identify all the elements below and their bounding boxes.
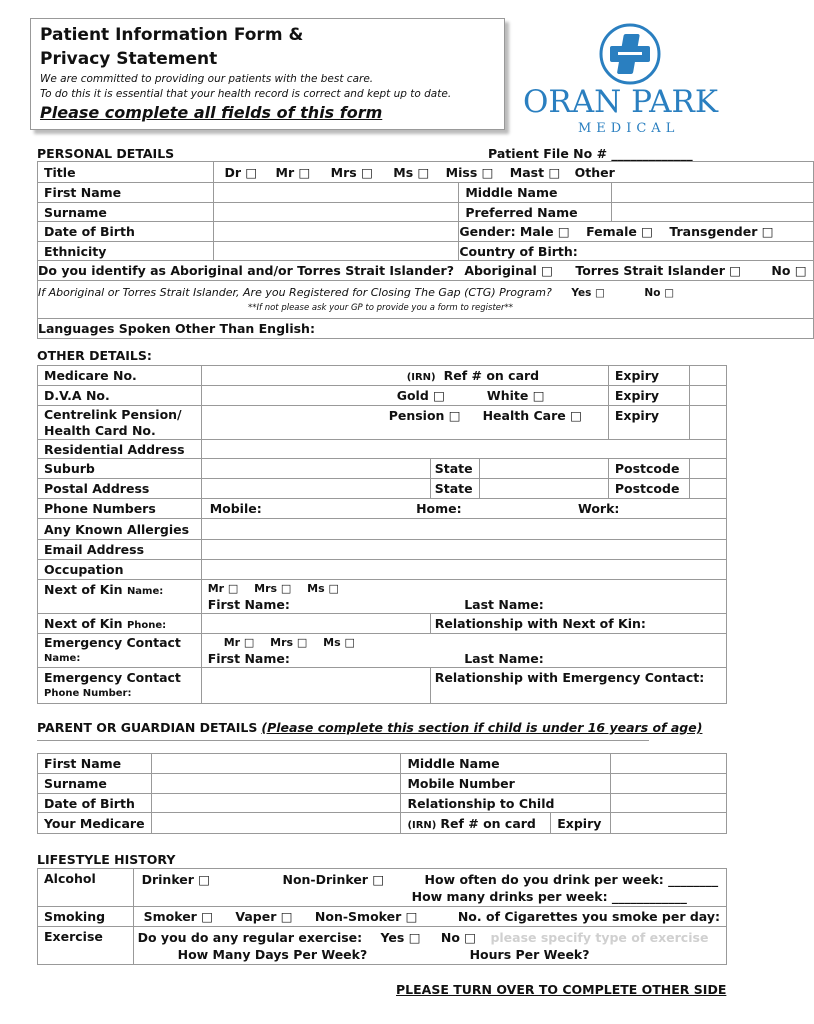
gender-options[interactable] bbox=[459, 222, 813, 242]
title-options[interactable] bbox=[214, 162, 813, 183]
exercise-no[interactable]: No □ bbox=[440, 929, 477, 945]
other-details-heading: OTHER DETAILS: bbox=[37, 348, 152, 363]
medicare-expiry-field[interactable] bbox=[690, 366, 727, 386]
parent-relationship-label: Relationship to Child bbox=[401, 794, 611, 813]
form-header bbox=[30, 18, 505, 130]
medicare-expiry-label: Expiry bbox=[608, 366, 690, 386]
nok-last-name-label: Last Name: bbox=[464, 596, 544, 612]
exercise-field[interactable] bbox=[133, 927, 726, 965]
residential-address-field[interactable] bbox=[201, 440, 726, 459]
parent-guardian-heading: PARENT OR GUARDIAN DETAILS (Please complete this section if child is under 16 years of age) bbox=[37, 720, 703, 735]
postal-state-label: State bbox=[430, 479, 479, 499]
ec-title-mrs[interactable]: Mrs □ bbox=[270, 635, 308, 649]
parent-guardian-note: (Please complete this section if child is under 16 years of age) bbox=[261, 720, 703, 735]
ec-last-name-label: Last Name: bbox=[464, 650, 544, 666]
centrelink-health-care[interactable]: Health Care □ bbox=[482, 408, 582, 423]
aboriginal-question: Do you identify as Aboriginal and/or Torres Strait Islander? bbox=[38, 263, 454, 278]
ec-title-mr[interactable]: Mr □ bbox=[223, 635, 255, 649]
ctg-row bbox=[38, 281, 814, 319]
parent-guardian-table bbox=[37, 753, 727, 834]
parent-medicare-label: Your Medicare bbox=[38, 813, 152, 834]
nok-phone-field[interactable] bbox=[201, 614, 430, 634]
nok-title-mr[interactable]: Mr □ bbox=[207, 581, 239, 595]
cross-logo-icon bbox=[598, 22, 662, 86]
centrelink-expiry-label: Expiry bbox=[608, 406, 690, 440]
aboriginal-question-row bbox=[38, 261, 814, 281]
ethnicity-field[interactable] bbox=[214, 242, 459, 261]
aboriginal-option[interactable]: Aboriginal □ bbox=[464, 263, 553, 278]
commitment-line2: To do this it is essential that your health record is correct and kept up to date. bbox=[40, 88, 452, 100]
hours-per-week-label[interactable]: Hours Per Week? bbox=[469, 946, 590, 962]
surname-field[interactable] bbox=[214, 203, 459, 222]
parent-dob-label: Date of Birth bbox=[38, 794, 152, 813]
title-mr[interactable]: Mr □ bbox=[275, 164, 311, 180]
non-drinker-option[interactable]: Non-Drinker □ bbox=[282, 871, 385, 887]
first-name-label: First Name bbox=[38, 183, 214, 203]
parent-expiry-label: Expiry bbox=[551, 813, 611, 834]
exercise-label: Exercise bbox=[38, 927, 134, 965]
parent-first-name-label: First Name bbox=[38, 754, 152, 774]
irn-label: (IRN) bbox=[406, 372, 436, 383]
parent-dob-field[interactable] bbox=[151, 794, 401, 813]
ref-on-card-label: Ref # on card bbox=[443, 368, 540, 383]
emergency-contact-phone-label: Emergency Contact Phone Number: bbox=[38, 668, 202, 704]
gender-female[interactable]: Female □ bbox=[586, 224, 653, 239]
parent-mobile-field[interactable] bbox=[611, 774, 727, 794]
middle-name-label: Middle Name bbox=[459, 183, 612, 203]
preferred-name-label: Preferred Name bbox=[459, 203, 612, 222]
centrelink-expiry-field[interactable] bbox=[690, 406, 727, 440]
postal-postcode-label: Postcode bbox=[608, 479, 690, 499]
centrelink-pension[interactable]: Pension □ bbox=[388, 408, 461, 423]
nok-name-label: Next of Kin Name: bbox=[38, 580, 202, 614]
please-complete-notice: Please complete all fields of this form bbox=[40, 103, 383, 122]
phone-numbers-field[interactable] bbox=[201, 499, 726, 519]
alcohol-label: Alcohol bbox=[38, 869, 134, 907]
ethnicity-label: Ethnicity bbox=[38, 242, 214, 261]
first-name-field[interactable] bbox=[214, 183, 459, 203]
commitment-line1: We are committed to providing our patients with the best care. bbox=[40, 73, 374, 85]
lifestyle-table bbox=[37, 868, 727, 965]
logo-name: ORAN PARK bbox=[523, 84, 719, 120]
nok-title-ms[interactable]: Ms □ bbox=[307, 581, 339, 595]
smoking-field[interactable] bbox=[133, 907, 726, 927]
ec-first-name-label: First Name: bbox=[207, 650, 290, 666]
medicare-label: Medicare No. bbox=[38, 366, 202, 386]
nok-relationship-label[interactable]: Relationship with Next of Kin: bbox=[430, 614, 726, 634]
parent-relationship-field[interactable] bbox=[611, 794, 727, 813]
emergency-contact-name-field[interactable] bbox=[201, 634, 726, 668]
personal-details-table bbox=[37, 161, 814, 339]
occupation-label: Occupation bbox=[38, 560, 202, 580]
alcohol-field[interactable] bbox=[133, 869, 726, 907]
dva-expiry-label: Expiry bbox=[608, 386, 690, 406]
dva-gold[interactable]: Gold □ bbox=[396, 388, 445, 403]
suburb-state-field[interactable] bbox=[479, 459, 608, 479]
other-details-table bbox=[37, 365, 727, 704]
suburb-postcode-label: Postcode bbox=[608, 459, 690, 479]
parent-expiry-field[interactable] bbox=[611, 813, 727, 834]
drinks-per-week-label[interactable]: How many drinks per week: ____________ bbox=[411, 888, 687, 904]
parent-middle-name-label: Middle Name bbox=[401, 754, 611, 774]
gp-note: **If not please ask your GP to provide you a form to register** bbox=[248, 303, 514, 313]
nok-first-name-label: First Name: bbox=[207, 596, 290, 612]
form-title-line2: Privacy Statement bbox=[40, 49, 218, 69]
nok-title-mrs[interactable]: Mrs □ bbox=[254, 581, 292, 595]
form-title-line1: Patient Information Form & bbox=[40, 25, 304, 45]
suburb-postcode-field[interactable] bbox=[690, 459, 727, 479]
allergies-field[interactable] bbox=[201, 519, 726, 540]
parent-ref-cell[interactable] bbox=[401, 813, 551, 834]
mobile-label: Mobile: bbox=[209, 501, 262, 516]
parent-heading-rule bbox=[37, 740, 649, 741]
exercise-yes[interactable]: Yes □ bbox=[380, 929, 421, 945]
parent-surname-label: Surname bbox=[38, 774, 152, 794]
gender-male[interactable]: Gender: Male □ bbox=[459, 224, 570, 239]
cigarettes-per-day-label[interactable]: No. of Cigarettes you smoke per day: bbox=[457, 909, 720, 924]
parent-first-name-field[interactable] bbox=[151, 754, 401, 774]
dva-white[interactable]: White □ bbox=[486, 388, 545, 403]
centrelink-field[interactable] bbox=[201, 406, 608, 440]
occupation-field[interactable] bbox=[201, 560, 726, 580]
parent-ref-label: Ref # on card bbox=[440, 815, 536, 831]
title-dr[interactable]: Dr □ bbox=[224, 164, 258, 180]
surname-label: Surname bbox=[38, 203, 214, 222]
allergies-label: Any Known Allergies bbox=[38, 519, 202, 540]
logo-subtitle: MEDICAL bbox=[578, 121, 680, 136]
exercise-question: Do you do any regular exercise: bbox=[137, 929, 363, 945]
parent-irn-label: (IRN) bbox=[407, 819, 437, 831]
non-smoker-option[interactable]: Non-Smoker □ bbox=[314, 909, 418, 924]
title-ms[interactable]: Ms □ bbox=[393, 164, 430, 180]
title-miss[interactable]: Miss □ bbox=[445, 164, 494, 180]
preferred-name-field[interactable] bbox=[612, 203, 813, 222]
tsi-option[interactable]: Torres Strait Islander □ bbox=[575, 263, 742, 278]
work-label: Work: bbox=[578, 501, 620, 516]
languages-label[interactable]: Languages Spoken Other Than English: bbox=[38, 319, 814, 339]
middle-name-field[interactable] bbox=[612, 183, 813, 203]
title-label: Title bbox=[38, 162, 214, 183]
drinker-option[interactable]: Drinker □ bbox=[141, 871, 211, 887]
title-other[interactable]: Other bbox=[574, 164, 615, 180]
medicare-field[interactable] bbox=[201, 366, 608, 386]
lifestyle-heading: LIFESTYLE HISTORY bbox=[37, 852, 176, 867]
personal-details-heading: PERSONAL DETAILS bbox=[37, 146, 175, 161]
suburb-label: Suburb bbox=[38, 459, 202, 479]
smoking-label: Smoking bbox=[38, 907, 134, 927]
dob-field[interactable] bbox=[214, 222, 459, 242]
parent-medicare-field[interactable] bbox=[151, 813, 401, 834]
ctg-no[interactable]: No □ bbox=[644, 287, 674, 299]
ec-title-ms[interactable]: Ms □ bbox=[323, 635, 355, 649]
patient-file-no[interactable]: Patient File No # _____________ bbox=[488, 146, 693, 161]
nok-phone-label: Next of Kin Phone: bbox=[38, 614, 202, 634]
gender-transgender[interactable]: Transgender □ bbox=[669, 224, 774, 239]
postal-state-field[interactable] bbox=[479, 479, 608, 499]
emergency-contact-phone-field[interactable] bbox=[201, 668, 430, 704]
email-field[interactable] bbox=[201, 540, 726, 560]
phone-numbers-label: Phone Numbers bbox=[38, 499, 202, 519]
nok-name-field[interactable] bbox=[201, 580, 726, 614]
parent-middle-name-field[interactable] bbox=[611, 754, 727, 774]
parent-mobile-label: Mobile Number bbox=[401, 774, 611, 794]
email-label: Email Address bbox=[38, 540, 202, 560]
ctg-question: If Aboriginal or Torres Strait Islander, Are you Registered for Closing The Gap (CTG) Program? bbox=[38, 286, 552, 299]
country-of-birth-label[interactable]: Country of Birth: bbox=[459, 242, 813, 261]
postal-postcode-field[interactable] bbox=[690, 479, 727, 499]
days-per-week-label[interactable]: How Many Days Per Week? bbox=[177, 946, 368, 962]
postal-address-label: Postal Address bbox=[38, 479, 202, 499]
postal-address-field[interactable] bbox=[201, 479, 430, 499]
dva-label: D.V.A No. bbox=[38, 386, 202, 406]
turn-over-notice: PLEASE TURN OVER TO COMPLETE OTHER SIDE bbox=[396, 982, 727, 997]
centrelink-label: Centrelink Pension/ Health Card No. bbox=[38, 406, 202, 440]
vaper-option[interactable]: Vaper □ bbox=[235, 909, 293, 924]
title-mrs[interactable]: Mrs □ bbox=[330, 164, 373, 180]
drink-frequency-label[interactable]: How often do you drink per week: ________ bbox=[424, 871, 719, 887]
parent-surname-field[interactable] bbox=[151, 774, 401, 794]
dva-field[interactable] bbox=[201, 386, 608, 406]
dob-label: Date of Birth bbox=[38, 222, 214, 242]
ctg-yes[interactable]: Yes □ bbox=[571, 287, 605, 299]
dva-expiry-field[interactable] bbox=[690, 386, 727, 406]
residential-address-label: Residential Address bbox=[38, 440, 202, 459]
ec-relationship-label[interactable]: Relationship with Emergency Contact: bbox=[430, 668, 726, 704]
emergency-contact-name-label: Emergency Contact Name: bbox=[38, 634, 202, 668]
home-label: Home: bbox=[416, 501, 462, 516]
exercise-type-placeholder[interactable]: please specify type of exercise bbox=[490, 929, 709, 945]
suburb-field[interactable] bbox=[201, 459, 430, 479]
title-mast[interactable]: Mast □ bbox=[509, 164, 561, 180]
smoker-option[interactable]: Smoker □ bbox=[143, 909, 214, 924]
aboriginal-no-option[interactable]: No □ bbox=[771, 263, 807, 278]
suburb-state-label: State bbox=[430, 459, 479, 479]
